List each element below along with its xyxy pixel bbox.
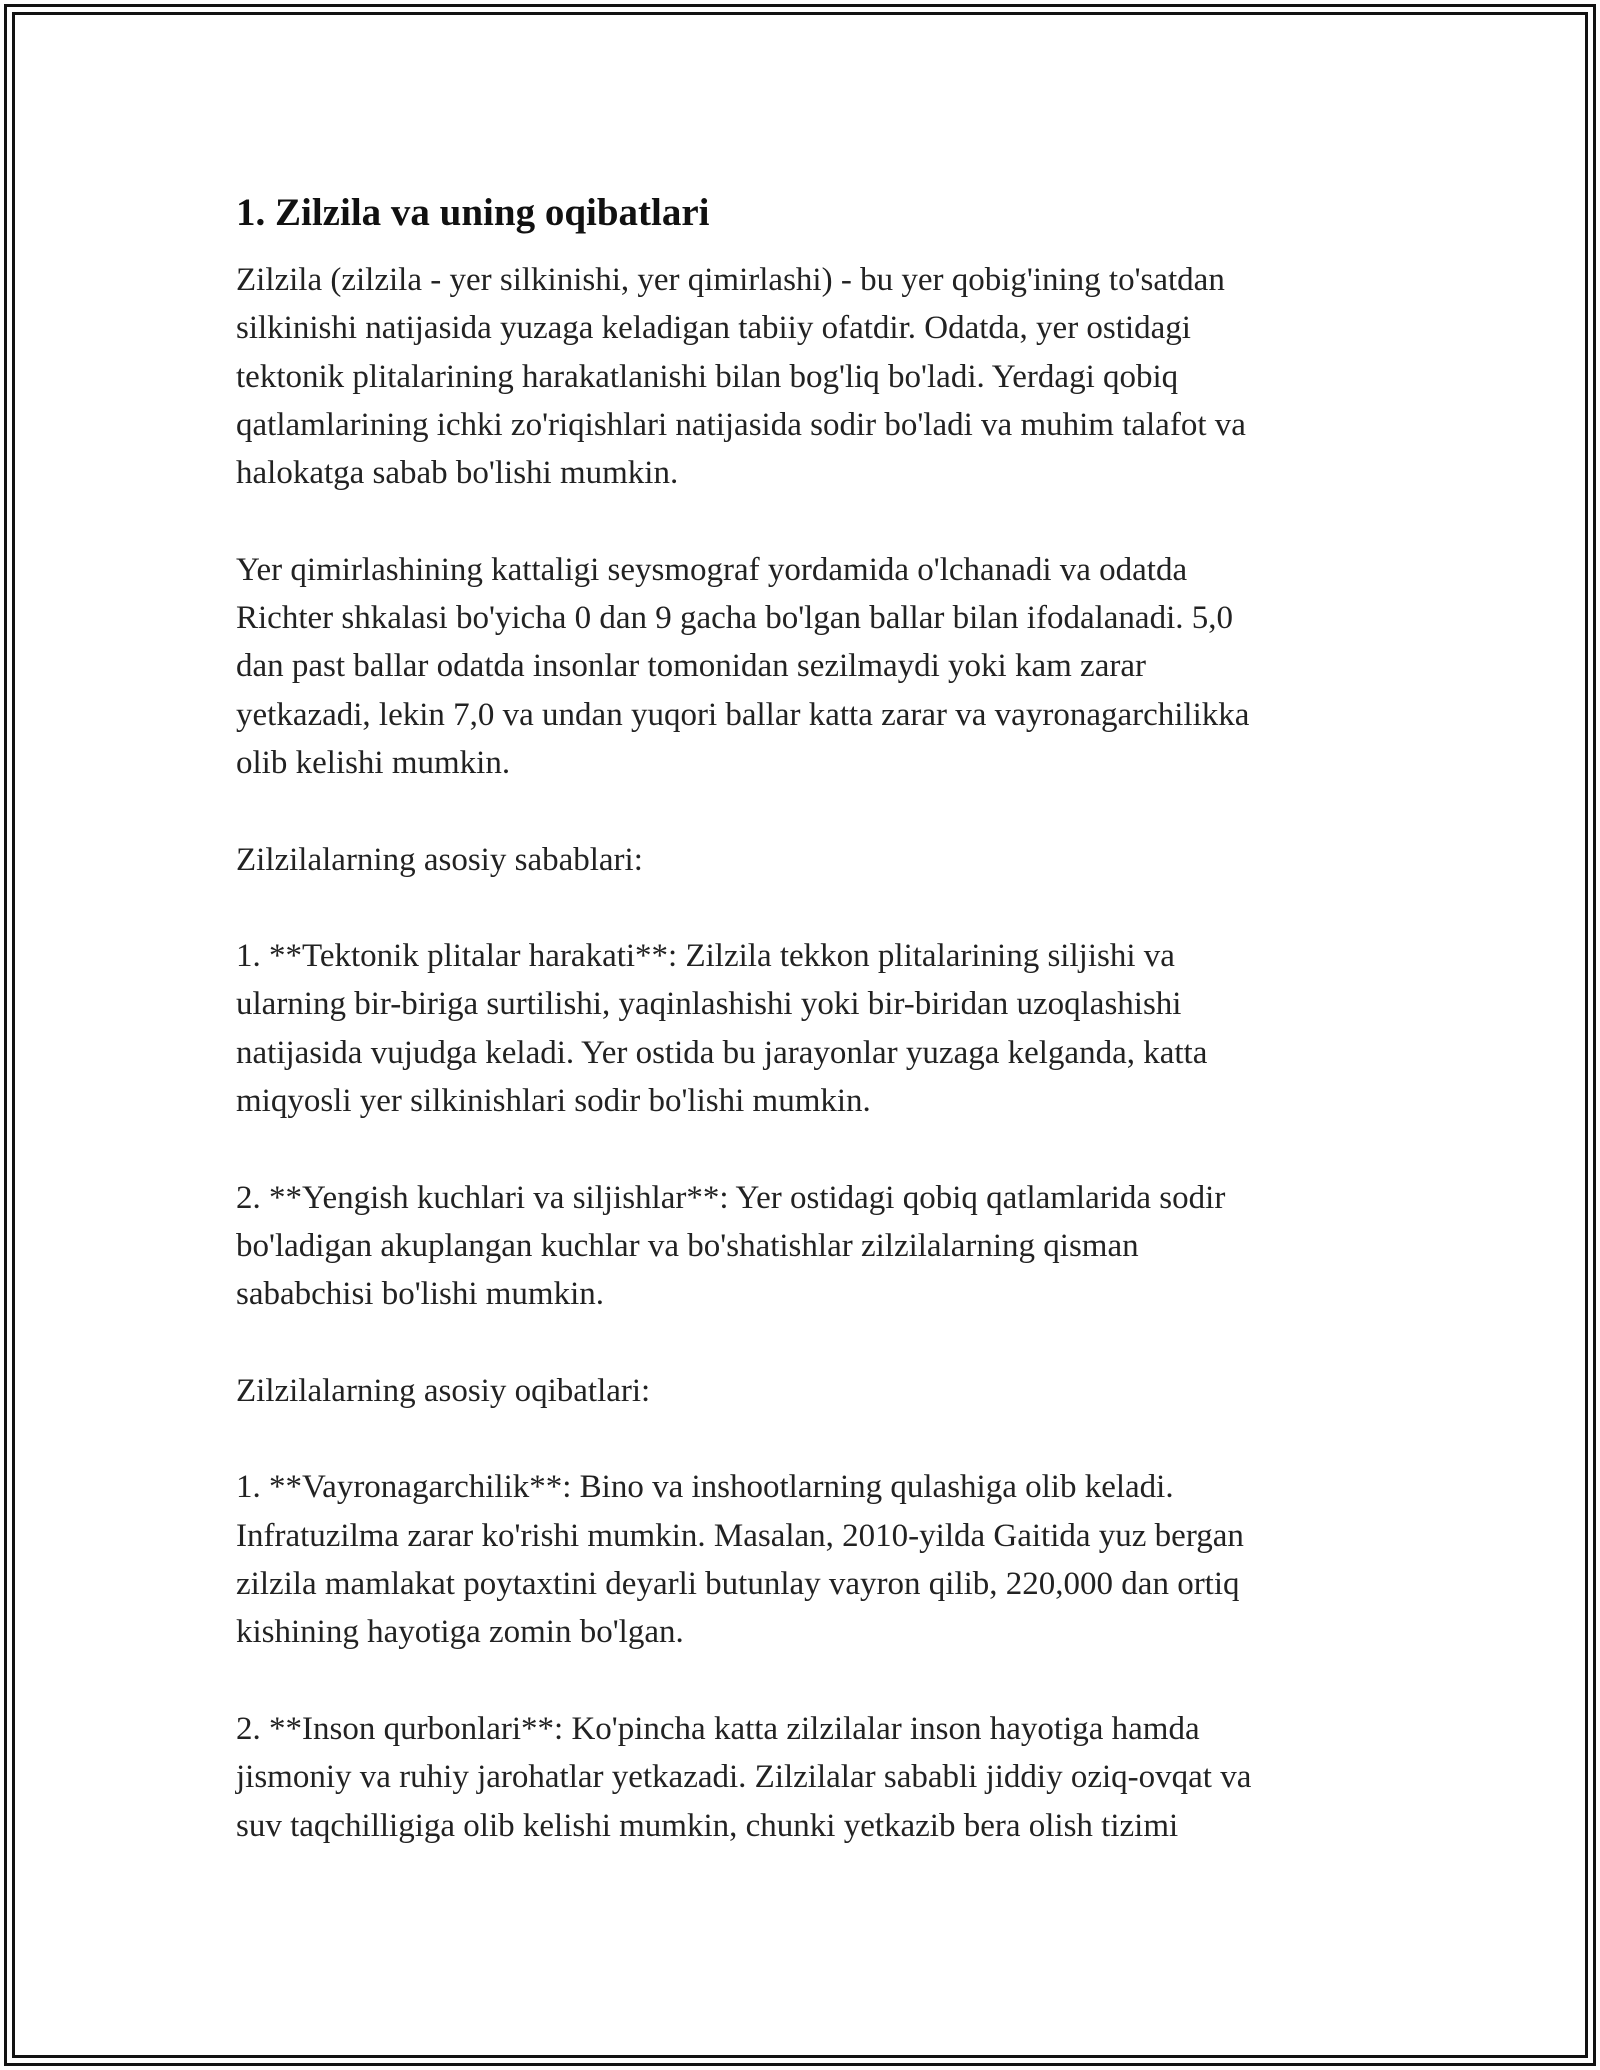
heading-consequences: Zilzilalarning asosiy oqibatlari: bbox=[236, 1372, 651, 1409]
list-item-cause-2: 2. **Yengish kuchlari va siljishlar**: Yer ostidagi qobiq qatlamlarida sodir bo'ladigan akuplangan kuchlar va bo'shatishlar zilzilalarning qisman sababchisi bo'lishi mumkin. bbox=[236, 1179, 1226, 1313]
list-item-consequence-1: 1. **Vayronagarchilik**: Bino va inshootlarning qulashiga olib keladi. Infratuzilma zarar ko'rishi mumkin. Masalan, 2010-yilda Gaitida yuz bergan zilzila mamlakat poytaxtini deyarli butunlay vayron qilib, 220,000 dan ortiq kishining hayotiga zomin bo'lgan. bbox=[236, 1469, 1244, 1651]
list-item-consequence-2: 2. **Inson qurbonlari**: Ko'pincha katta zilzilalar inson hayotiga hamda jismoniy va ruhiy jarohatlar yetkazadi. Zilzilalar sababli jiddiy oziq-ovqat va suv taqchilligiga olib kelishi mumkin, chunki yetkazib bera olish tizimi bbox=[236, 1710, 1252, 1844]
heading-causes: Zilzilalarning asosiy sabablari: bbox=[236, 841, 643, 878]
paragraph-measurement: Yer qimirlashining kattaligi seysmograf yordamida o'lchanadi va odatda Richter shkalasi bo'yicha 0 dan 9 gacha bo'lgan ballar bilan ifodalanadi. 5,0 dan past ballar odatda insonlar tomonidan sezilmaydi yoki kam zarar yetkazadi, lekin 7,0 va undan yuqori ballar katta zarar va vayronagarchilikka olib kelishi mumkin. bbox=[236, 551, 1250, 781]
list-item-cause-1: 1. **Tektonik plitalar harakati**: Zilzila tekkon plitalarining siljishi va ularning bir-biriga surtilishi, yaqinlashishi yoki bir-biridan uzoqlashishi natijasida vujudga keladi. Yer ostida bu jarayonlar yuzaga kelganda, katta miqyosli yer silkinishlari sodir bo'lishi mumkin. bbox=[236, 938, 1208, 1120]
document-body bbox=[236, 184, 1396, 1898]
paragraph-intro: Zilzila (zilzila - yer silkinishi, yer qimirlashi) - bu yer qobig'ining to'satdan silkinishi natijasida yuzaga keladigan tabiiy ofatdir. Odatda, yer ostidagi tektonik plitalarining harakatlanishi bilan bog'liq bo'ladi. Yerdagi qobiq qatlamlarining ichki zo'riqishlari natijasida sodir bo'ladi va muhim talafot va halokatga sabab bo'lishi mumkin. bbox=[236, 262, 1246, 492]
document-title: 1. Zilzila va uning oqibatlari bbox=[236, 191, 710, 234]
